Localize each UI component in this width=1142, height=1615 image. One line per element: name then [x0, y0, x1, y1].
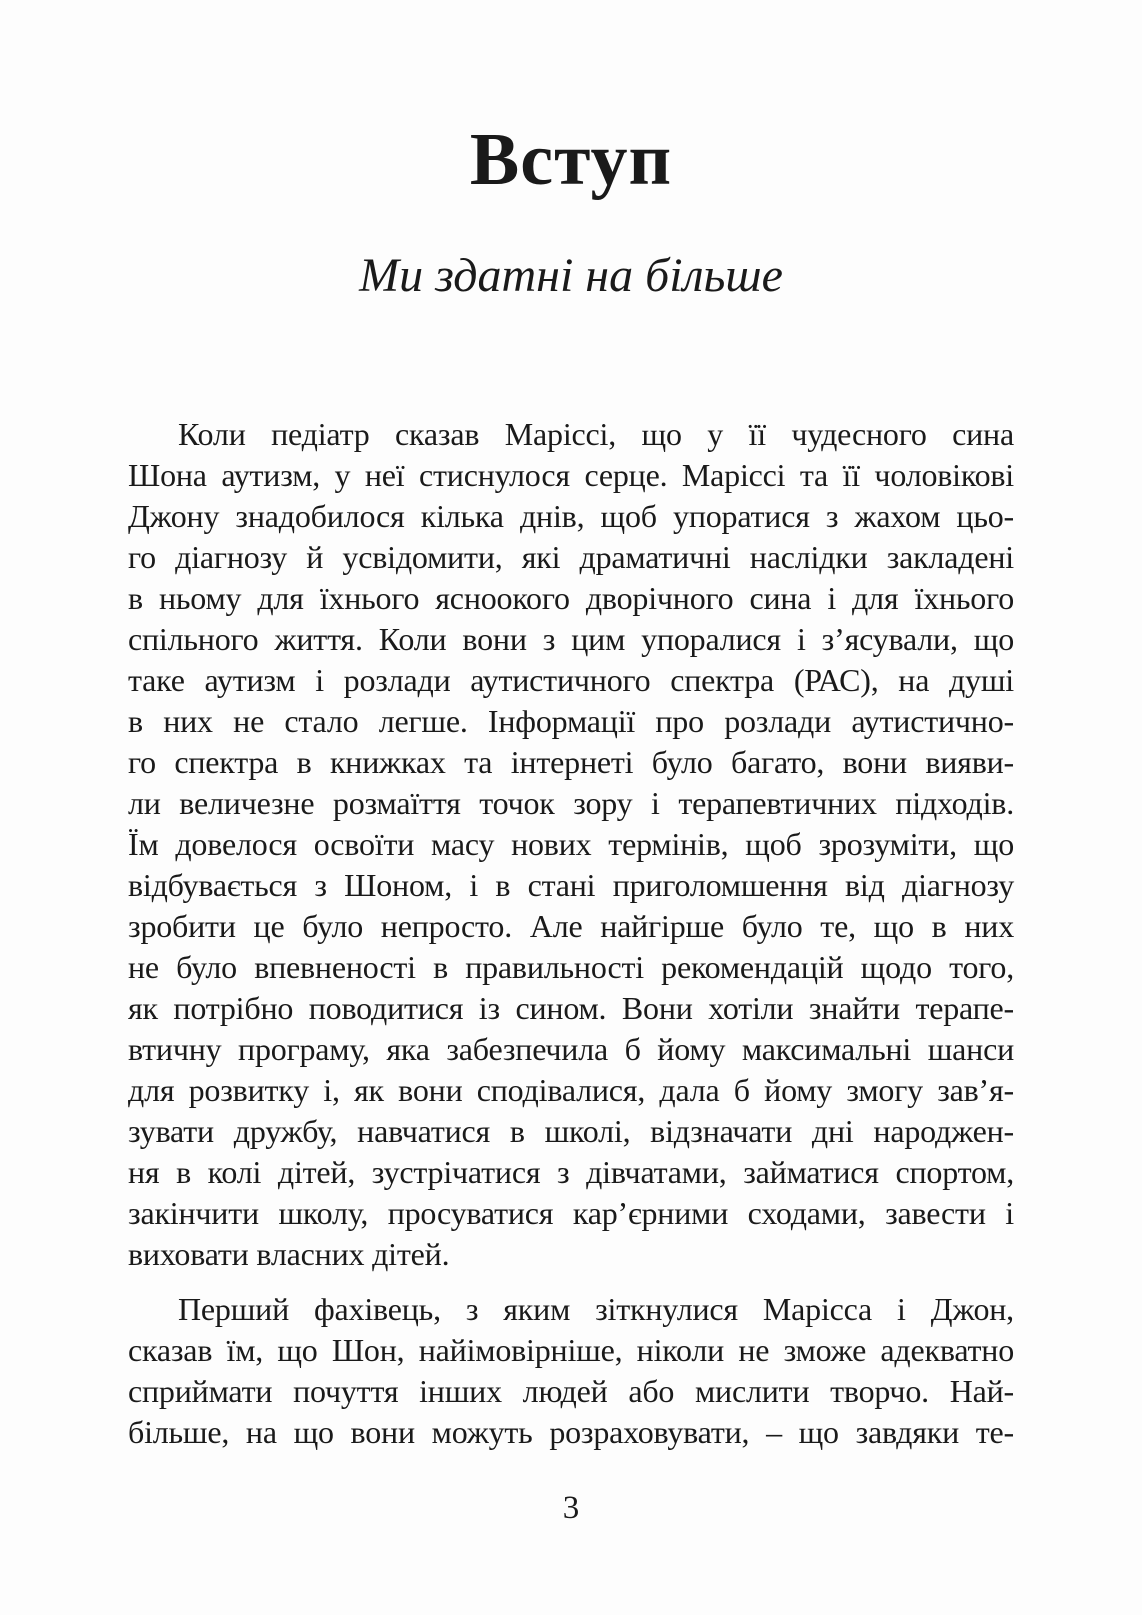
text-line: втичну програму, яка забезпечила б йому максимальні шанси [128, 1031, 1014, 1068]
text-line: ли величезне розмаїття точок зору і терапевтичних підходів. [128, 785, 1014, 822]
text-line: сприймати почуття інших людей або мислити творчо. Най- [128, 1373, 1014, 1410]
page-number: 3 [562, 1490, 580, 1526]
body-text [128, 414, 1014, 1453]
text-line: не було впевненості в правильності рекомендацій щодо того, [128, 949, 1014, 986]
chapter-subtitle: Ми здатні на більше [359, 248, 783, 302]
chapter-title: Вступ [469, 119, 673, 201]
text-line: го спектра в книжках та інтернеті було багато, вони вияви- [128, 744, 1014, 781]
text-line: як потрібно поводитися із сином. Вони хотіли знайти терапе- [128, 990, 1014, 1027]
text-line: Коли педіатр сказав Маріссі, що у її чудесного сина [178, 416, 1014, 453]
text-line: в ньому для їхнього ясноокого дворічного сина і для їхнього [128, 580, 1014, 617]
paragraph [128, 414, 1014, 1275]
text-line: закінчити школу, просуватися кар’єрними сходами, завести і [128, 1195, 1014, 1232]
text-line: Джону знадобилося кілька днів, щоб упоратися з жахом цьо- [128, 498, 1014, 535]
text-line: зробити це було непросто. Але найгірше було те, що в них [128, 908, 1014, 945]
text-line: сказав їм, що Шон, найімовірніше, ніколи не зможе адекватно [128, 1332, 1014, 1369]
text-line: більше, на що вони можуть розраховувати, – що завдяки те- [128, 1414, 1014, 1451]
paragraph [128, 1289, 1014, 1453]
text-line: Їм довелося освоїти масу нових термінів, щоб зрозуміти, що [128, 826, 1014, 863]
text-line: спільного життя. Коли вони з цим упоралися і з’ясували, що [128, 621, 1014, 658]
text-line: ня в колі дітей, зустрічатися з дівчатами, займатися спортом, [128, 1154, 1014, 1191]
text-line: Перший фахівець, з яким зіткнулися Марісса і Джон, [178, 1291, 1014, 1328]
text-line: таке аутизм і розлади аутистичного спектра (РАС), на душі [128, 662, 1014, 699]
text-line: для розвитку і, як вони сподівалися, дала б йому змогу зав’я- [128, 1072, 1014, 1109]
text-line: го діагнозу й усвідомити, які драматичні наслідки закладені [128, 539, 1014, 576]
text-line: зувати дружбу, навчатися в школі, відзначати дні народжен- [128, 1113, 1014, 1150]
text-line: виховати власних дітей. [128, 1236, 450, 1273]
text-line: в них не стало легше. Інформації про розлади аутистично- [128, 703, 1014, 740]
text-line: Шона аутизм, у неї стиснулося серце. Маріссі та її чоловікові [128, 457, 1014, 494]
text-line: відбувається з Шоном, і в стані приголомшення від діагнозу [128, 867, 1014, 904]
